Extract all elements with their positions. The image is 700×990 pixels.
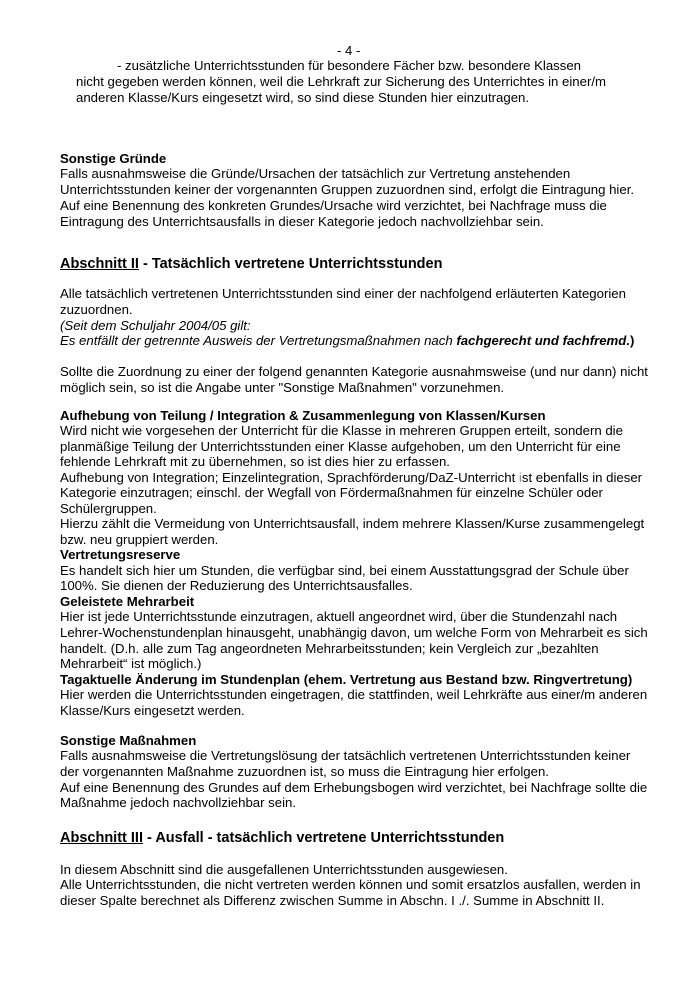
note-emphasis: fachgerecht und fachfremd. <box>456 333 630 348</box>
section-title <box>60 255 442 273</box>
paragraph-line: Schülergruppen. <box>60 501 157 516</box>
note-close: ) <box>630 333 635 348</box>
intro-line: - zusätzliche Unterrichtsstunden für besondere Fächer bzw. besondere Klassen <box>117 58 582 73</box>
section-title-text: - Ausfall - tatsächlich vertretene Unterrichtsstunden <box>142 830 505 846</box>
paragraph-line: Es handelt sich hier um Stunden, die verfügbar sind, bei einem Ausstattungsgrad der Schule über <box>60 563 629 578</box>
paragraph-line: dieser Spalte berechnet als Differenz zwischen Summe in Abschn. I ./. Summe in Abschnitt II. <box>60 893 605 908</box>
section-heading: Aufhebung von Teilung / Integration & Zusammenlegung von Klassen/Kursen <box>60 408 546 423</box>
section-heading: Tagaktuelle Änderung im Stundenplan (ehem. Vertretung aus Bestand bzw. Ringvertretung) <box>60 672 633 687</box>
section-label: Abschnitt II <box>60 256 139 272</box>
paragraph-line: handelt. (D.h. alle zum Tag angeordneten Mehrarbeitsstunden; kein Vergleich zur „bezahlten <box>60 641 599 656</box>
intro-line: anderen Klasse/Kurs eingesetzt wird, so sind diese Stunden hier einzutragen. <box>76 90 530 105</box>
paragraph-line: zuzuordnen. <box>60 302 133 317</box>
note-line: (Seit dem Schuljahr 2004/05 gilt: <box>60 318 251 333</box>
paragraph-line <box>60 470 642 486</box>
section-label: Abschnitt III <box>60 830 143 846</box>
paragraph-line: Mehrarbeit“ ist möglich.) <box>60 656 202 671</box>
text-run-marked: i <box>518 470 522 485</box>
paragraph-line: Unterrichtsstunden keiner der vorgenannten Gruppen zuzuordnen sind, erfolgt die Eintragung hier. <box>60 182 635 197</box>
paragraph-line: Auf eine Benennung des konkreten Grundes/Ursache wird verzichtet, bei Nachfrage muss die <box>60 198 607 213</box>
section-heading: Geleistete Mehrarbeit <box>60 594 195 609</box>
paragraph-line: Klasse/Kurs eingesetzt werden. <box>60 703 245 718</box>
paragraph-line: Hierzu zählt die Vermeidung von Unterrichtsausfall, indem mehrere Klassen/Kurse zusammengelegt <box>60 516 645 531</box>
paragraph-line: Eintragung des Unterrichtsausfalls in dieser Kategorie jedoch nachvollziehbar sein. <box>60 214 544 229</box>
paragraph-line: Alle tatsächlich vertretenen Unterrichtsstunden sind einer der nachfolgend erläuterten Kategorien <box>60 286 626 301</box>
section-title <box>60 829 504 847</box>
paragraph-line: Wird nicht wie vorgesehen der Unterricht für die Klasse in mehreren Gruppen erteilt, sondern die <box>60 423 623 438</box>
paragraph-line: Falls ausnahmsweise die Vertretungslösung der tatsächlich vertretenen Unterrichtsstunden keiner <box>60 748 631 763</box>
paragraph-line: Sollte die Zuordnung zu einer der folgend genannten Kategorie ausnahmsweise (und nur dann) nicht <box>60 364 648 379</box>
section-heading: Sonstige Gründe <box>60 151 167 166</box>
paragraph-line: 100%. Sie dienen der Reduzierung des Unterrichtsausfalles. <box>60 578 413 593</box>
paragraph-line: Auf eine Benennung des Grundes auf dem Erhebungsbogen wird verzichtet, bei Nachfrage sollte die <box>60 780 648 795</box>
note-text: Es entfällt der getrennte Ausweis der Vertretungsmaßnahmen nach <box>60 333 457 348</box>
paragraph-line: Maßnahme jedoch nachvollziehbar sein. <box>60 795 297 810</box>
paragraph-line: der vorgenannten Maßnahme zuzuordnen ist, so muss die Eintragung hier erfolgen. <box>60 764 549 779</box>
paragraph-line: Alle Unterrichtsstunden, die nicht vertreten werden können und somit ersatzlos ausfallen, werden in <box>60 877 641 892</box>
paragraph-line: möglich sein, so ist die Angabe unter "Sonstige Maßnahmen" vorzunehmen. <box>60 380 505 395</box>
paragraph-line: Hier ist jede Unterrichtsstunde einzutragen, aktuell angeordnet wird, über die Stundenzahl nach <box>60 609 618 624</box>
paragraph-line: In diesem Abschnitt sind die ausgefallenen Unterrichtsstunden ausgewiesen. <box>60 862 508 877</box>
text-run: st ebenfalls in dieser <box>521 470 643 485</box>
page-number: - 4 - <box>337 43 361 58</box>
section-heading: Sonstige Maßnahmen <box>60 733 197 748</box>
text-run: Aufhebung von Integration; Einzelintegration, Sprachförderung/DaZ-Unterricht <box>60 470 519 485</box>
note-line <box>60 333 634 349</box>
section-title-text: - Tatsächlich vertretene Unterrichtsstunden <box>138 256 443 272</box>
paragraph-line: bzw. neu gruppiert werden. <box>60 532 219 547</box>
paragraph-line: Falls ausnahmsweise die Gründe/Ursachen der tatsächlich zur Vertretung anstehenden <box>60 166 571 181</box>
paragraph-line: fehlende Lehrkraft mit zu übernehmen, so ist dies hier zu erfassen. <box>60 454 450 469</box>
paragraph-line: Kategorie einzutragen; einschl. der Wegfall von Fördermaßnahmen für einzelne Schüler oder <box>60 485 603 500</box>
section-heading: Vertretungsreserve <box>60 547 181 562</box>
paragraph-line: planmäßige Teilung der Unterrichtsstunden einer Klasse aufgehoben, um den Unterricht für eine <box>60 439 621 454</box>
intro-line: nicht gegeben werden können, weil die Lehrkraft zur Sicherung des Unterrichtes in einer/m <box>76 74 606 89</box>
paragraph-line: Hier werden die Unterrichtsstunden eingetragen, die stattfinden, weil Lehrkräfte aus einer/m anderen <box>60 687 648 702</box>
paragraph-line: Lehrer-Wochenstundenplan hinausgeht, unabhängig davon, um welche Form von Mehrarbeit es sich <box>60 625 648 640</box>
